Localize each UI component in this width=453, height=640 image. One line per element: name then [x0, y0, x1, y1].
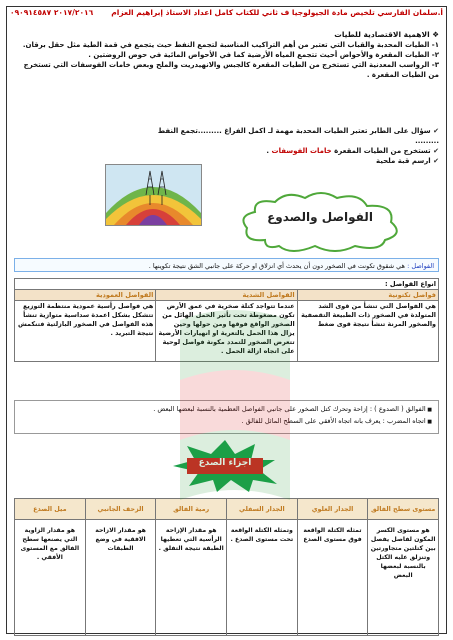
part-header-hanging-wall: الجدار العلوي — [297, 499, 368, 520]
economic-item-3: ٣- الرواسب المعدنية التي تستخرج من الطيات المقعرة كالجبس والانهيدريت والملح وبعض خامات الفوسفات التي تستخرج من الطيات المقعرة . — [23, 61, 439, 79]
part-header-footwall: الجدار السفلي — [227, 499, 298, 520]
fault-parts-table — [14, 498, 439, 636]
economic-item-1: ١- الطيات المحدبة والقباب التي تعتبر من أهم التراكيب المناسبة لتجمع النفط حيث يتجمع في قمة الطية مثل حقل برقان. — [22, 41, 439, 49]
joint-type-body-1: هي الفواصل التي تنشأ من قوى الشد المتولدة في الصخور ذات الطبيعة التقصفية والصخور المرنة تنشأ نتيجة قوى ضغط — [297, 301, 438, 362]
faults-definition-box — [14, 400, 439, 434]
phosphate-highlight: خامات الفوسفات — [271, 147, 332, 155]
question-1: ✔ سؤال على الطابر تعتبر الطيات المحدبة مهمة لـ اكمل الفراغ .........تجمع النفط ......... — [139, 126, 439, 146]
fault-parts-title: اجزاء الصدع — [198, 458, 252, 468]
part-cell-throw: هو مقدار الإزاحة الرأسية التي تعطيها الطبقة نتيجة التفلق . — [156, 520, 227, 636]
joint-types-table — [14, 278, 439, 362]
part-header-throw: رمية الفالق — [156, 499, 227, 520]
questions-list — [139, 126, 439, 166]
joints-title: الفواصل والصدوع — [267, 210, 373, 224]
page-header — [10, 8, 443, 20]
joint-type-header-3: الفواصل العمودية — [15, 290, 156, 301]
question-3: ✔ ارسم قبة ملحية — [139, 156, 439, 166]
part-cell-dip: هو مقدار الزاوية التي يصنعها سطح الفالق مع المستوى الأفقي . — [15, 520, 86, 636]
joints-definition-label: الفواصل : — [407, 262, 434, 270]
anticline-diagram — [105, 164, 202, 226]
joint-type-header-2: الفواصل الشدية — [156, 290, 297, 301]
part-cell-heave: هو مقدار الازاحة الافقية في وضع الطبقات — [85, 520, 156, 636]
joint-types-caption: انواع الفواصل : — [15, 279, 439, 290]
part-header-dip: ميل الصدع — [15, 499, 86, 520]
part-cell-hanging-wall: تمثله الكتلة الواقعة فوق مستوى الصدع — [297, 520, 368, 636]
economic-item-2: ٢- الطيات المقعرة والأحواض أحيث تتجمع المياه الأرضية كما في الأحواض المائية في حوض الروضتين . — [88, 51, 439, 59]
strike-definition: ■ اتجاه المضرب : يعرف بانه اتجاه الأفقي على السطح المائل للفالق . — [21, 416, 432, 428]
part-header-plane: مستوى سطح الفالق — [368, 499, 439, 520]
faults-definition: ■ الفوالق ( الصدوع ) : إزاحة وتحرك كتل الصخور على جانبي الفواصل العظمية بالنسبة لبعضها البعض . — [21, 404, 432, 416]
header-number: ٢٠١٧/٢٠١٦ ٠٩٠٩١٤٥٨٧ — [10, 8, 94, 17]
joints-definition-text: هي شقوق تكونت في الصخور دون أن يحدث أي انزلاق او حركة على جانبي الشق نتيجة تكوينها . — [148, 262, 405, 270]
part-cell-plane: هو مستوى الكسر المكون لفاصل يفصل بين كتلتين متجاورتين وتنزلق عليه الكتل بالنسبة لبعضها البعض — [368, 520, 439, 636]
joints-definition-box — [14, 258, 439, 272]
question-2: ✔ تستخرج من الطيات المقعرة خامات الفوسفات . — [139, 146, 439, 156]
part-cell-footwall: وتمثله الكتلة الواقعة تحت مستوى الصدع . — [227, 520, 298, 636]
joint-type-body-2: عندما تتواجد كتلة صخرية في عمق الأرض تكون مضغوطة تحت تأثير الحمل الهائل من الصخور الواقع فوقها ومن حولها وحين يزال هذا الحمل بالتعرية او انهيارات الأرضية تتعرض الصخور للتمدد مكونة فواصل لوحية على اتجاه ازالة الحمل . — [156, 301, 297, 362]
joint-type-body-3: هي فواصل رأسية عمودية منتظمة التوزيع تتشكل بشكل اعمدة سداسية متوازية تنشأ هذه الفواصل في الصخور البازلتية فتنكمش نتيجة التبريد . — [15, 301, 156, 362]
economic-section — [19, 30, 439, 80]
joint-type-header-1: فواصل تكتونية — [297, 290, 438, 301]
part-header-heave: الزحف الجانبي — [85, 499, 156, 520]
economic-title: ❖ الاهمية الاقتصادية للطيات — [19, 30, 439, 40]
header-text: أ.سلمان الفارسي تلخيص مادة الجيولوجيا ف ثاني للكتاب كامل اعداد الاستاذ إبراهيم العزام — [111, 8, 443, 17]
